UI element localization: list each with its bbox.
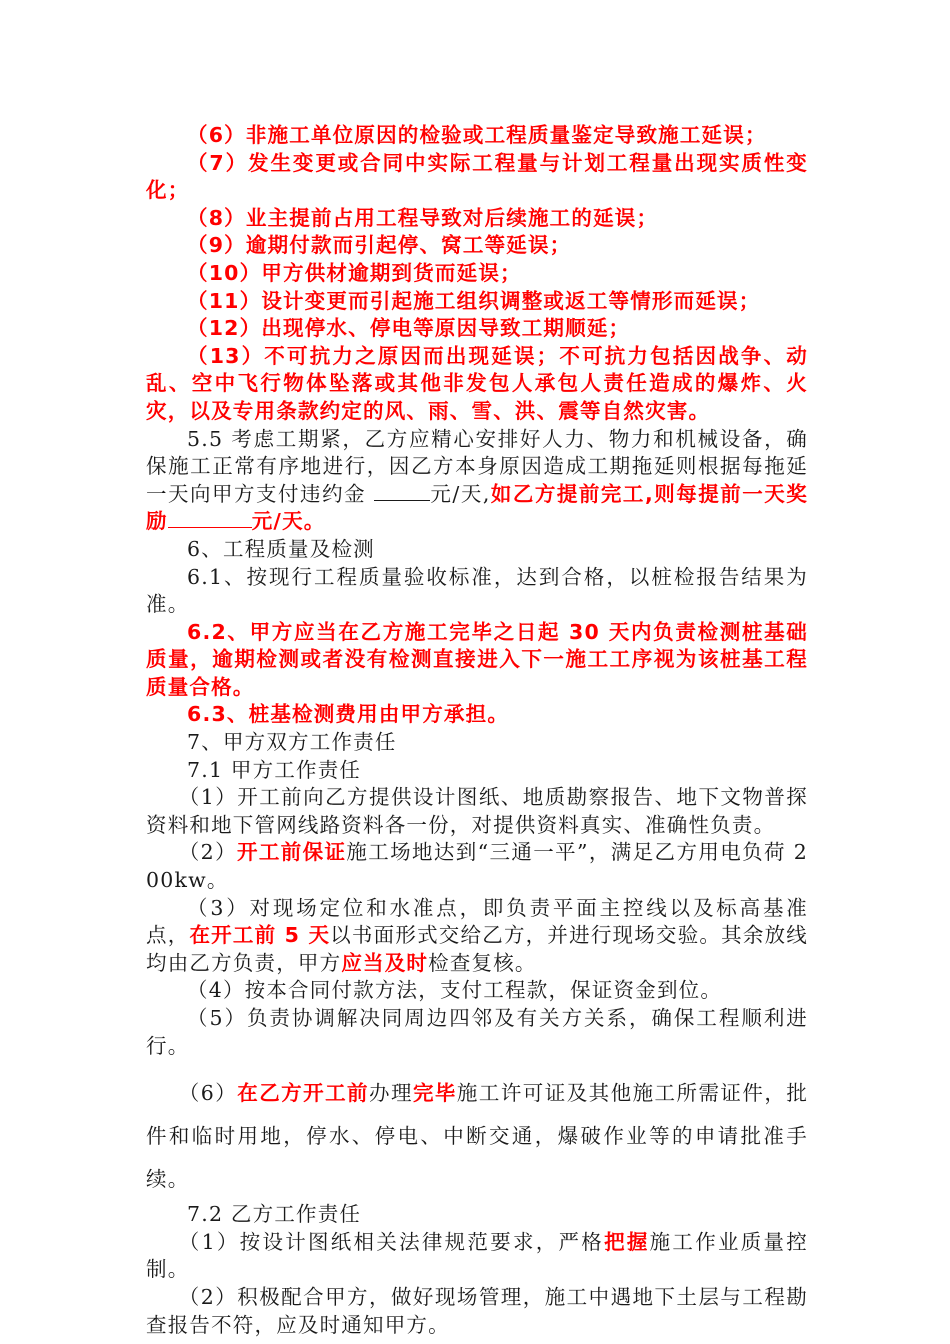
paragraph-p13 [146,343,808,426]
paragraph-p6 [146,122,808,150]
highlighted-text: 开工前保证 [236,840,347,865]
body-text: （3）对现场定位和水准点，即负责平面主控线以及标高基准点， [146,895,808,948]
highlighted-text: 把握 [604,1229,650,1254]
fill-in-blank [374,482,430,501]
body-text: （2） [178,840,237,865]
body-text: 以书面形式交给乙方，并进行现场交验。其余放线均由乙方负责，甲方 [146,923,808,975]
body-text: 施工场地达到“三通一平”，满足乙方用电负荷 200kw。 [146,840,808,893]
paragraph-p8 [146,205,808,233]
highlighted-text: （12）出现停水、停电等原因导致工期顺延； [187,316,631,341]
body-text: 7.1 甲方工作责任 [187,757,362,782]
paragraph-s6-3 [146,701,808,729]
body-text: 元/天, [430,481,491,506]
highlighted-text: 6.3、桩基检测费用由甲方承担。 [187,702,510,727]
paragraph-s7-1-1 [146,784,808,839]
highlighted-text: （11）设计变更而引起施工组织调整或返工等情形而延误； [187,288,761,313]
paragraph-p12 [146,315,808,343]
paragraph-s7-1 [146,757,808,785]
body-text: （4）按本合同付款方法，支付工程款，保证资金到位。 [187,978,723,1003]
highlighted-text: 在乙方开工前 [237,1081,370,1106]
paragraph-s5-5 [146,426,808,536]
fill-in-blank [168,509,252,528]
paragraph-s7-1-5 [146,1005,808,1060]
paragraph-s6-1 [146,564,808,619]
body-text: （2）积极配合甲方，做好现场管理，施工中遇地下土层与工程勘查报告不符，应及时通知甲方。 [146,1284,808,1337]
paragraph-p9 [146,232,808,260]
highlighted-text: 完毕 [412,1081,457,1106]
highlighted-text: （8）业主提前占用工程导致对后续施工的延误； [187,205,659,230]
highlighted-text: 应当及时 [341,950,429,975]
body-text: 7.2 乙方工作责任 [187,1202,362,1227]
paragraph-s7-1-6 [146,1072,808,1201]
paragraph-s6 [146,536,808,564]
body-text: 7、甲方双方工作责任 [187,730,397,755]
highlighted-text: 元/天。 [251,509,326,534]
body-text: 办理 [369,1081,413,1106]
highlighted-text: （6）非施工单位原因的检验或工程质量鉴定导致施工延误； [187,123,767,147]
highlighted-text: （10）甲方供材逾期到货而延误； [187,260,522,285]
highlighted-text: （13）不可抗力之原因而出现延误；不可抗力包括因战争、动乱、空中飞行物体坠落或其他非发包人承包人责任造成的爆炸、火灾，以及专用条款约定的风、雨、雪、洪、震等自然灾害。 [146,343,808,423]
paragraph-s7-2-1 [146,1229,808,1284]
paragraph-s7-1-3 [146,895,808,978]
paragraph-p11 [146,288,808,316]
highlighted-text: 在开工前 5 天 [189,923,331,948]
paragraph-s7-1-2 [146,839,808,894]
paragraph-s7-2-2 [146,1284,808,1339]
paragraph-p7 [146,150,808,205]
body-text: 5.5 考虑工期紧，乙方应精心安排好人力、物力和机械设备，确保施工正常有序地进行，因乙方本身原因造成工期拖延则根据每拖延一天向甲方支付违约金 [146,426,808,506]
body-text: （5）负责协调解决同周边四邻及有关方关系，确保工程顺利进行。 [146,1006,808,1058]
paragraph-s6-2 [146,619,808,702]
body-text: 6.1、按现行工程质量验收标准，达到合格，以桩检报告结果为准。 [146,564,808,617]
paragraph-p10 [146,260,808,288]
paragraph-s7 [146,729,808,757]
body-text: 施工作业质量控制。 [146,1229,809,1282]
highlighted-text: （9）逾期付款而引起停、窝工等延误； [187,233,572,258]
highlighted-text: 6.2、甲方应当在乙方施工完毕之日起 30 天内负责检测桩基础质量，逾期检测或者没有检测直接进入下一施工工序视为该桩基工程质量合格。 [146,619,808,699]
highlighted-text: 如乙方提前完工,则每提前一天奖励 [146,481,808,534]
body-text: （1）开工前向乙方提供设计图纸、地质勘察报告、地下文物普探资料和地下管网线路资料各一份，对提供资料真实、准确性负责。 [146,785,808,837]
body-text: （1）按设计图纸相关法律规范要求，严格 [178,1229,605,1254]
body-text: 检查复核。 [428,950,537,975]
paragraph-s7-1-4 [146,977,808,1005]
highlighted-text: （7）发生变更或合同中实际工程量与计划工程量出现实质性变化； [146,150,808,203]
document-page [146,122,808,1339]
body-text: （6） [178,1081,238,1106]
body-text: 6、工程质量及检测 [187,536,375,561]
body-text: 施工许可证及其他施工所需证件，批件和临时用地，停水、停电、中断交通，爆破作业等的申请批准手续。 [146,1081,809,1192]
paragraph-s7-2 [146,1201,808,1229]
